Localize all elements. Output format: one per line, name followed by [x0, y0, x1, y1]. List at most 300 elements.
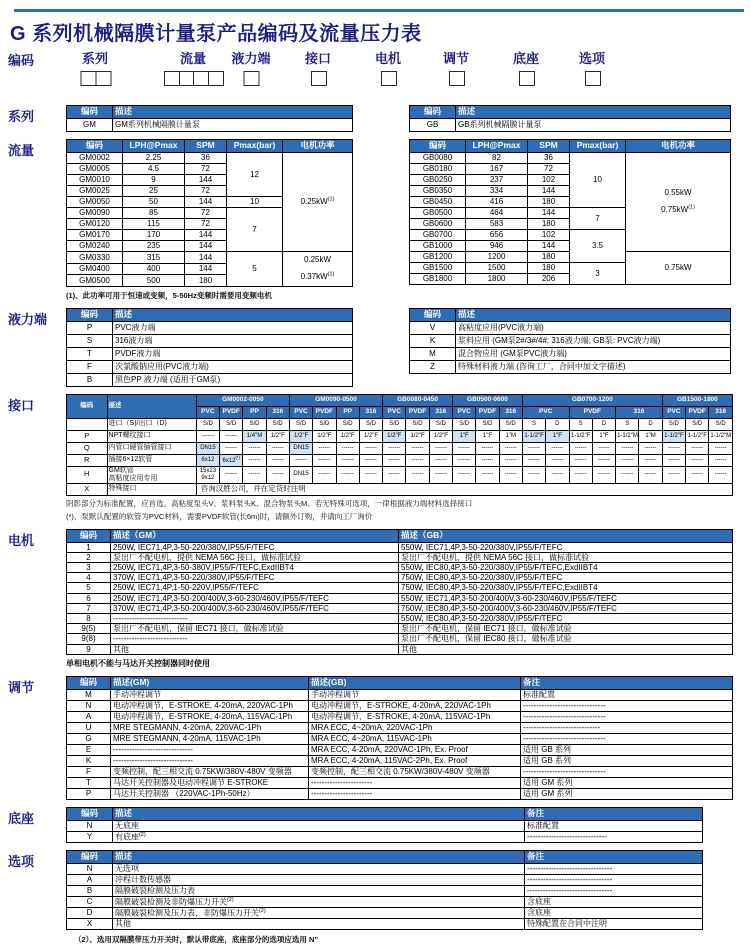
options-table-holder [66, 850, 742, 930]
value-cell: ------ [499, 454, 522, 466]
value-cell: ------ [569, 442, 592, 454]
pmax-cell: 3 [570, 263, 626, 285]
material-header: 316 [709, 406, 733, 418]
table-row [67, 334, 353, 347]
sd-cell: S/D [406, 418, 429, 430]
table-row [67, 603, 733, 613]
cell: 标准配置 [521, 689, 733, 700]
code-box [95, 71, 111, 86]
coding-field-label: 选项 [578, 51, 606, 66]
value-cell: ------ [639, 442, 662, 454]
cell: 无底座 [113, 820, 525, 831]
column-header: SPM [185, 140, 227, 153]
cell: -------------------------------- [525, 874, 703, 885]
options-table [66, 850, 703, 930]
cell: 无选项 [113, 863, 525, 874]
flow-label: 流量 [8, 143, 35, 158]
cell: 手动冲程调节 [309, 689, 521, 700]
cell: GM0025 [67, 186, 123, 197]
cell: 180 [528, 197, 570, 208]
cell: GB0080 [410, 153, 466, 164]
cell: 334 [466, 186, 528, 197]
value-cell: ------ [266, 454, 289, 466]
adjust-table [66, 676, 733, 800]
code-box [244, 71, 260, 86]
cell: N [67, 700, 111, 711]
value-cell: 1/2"F [313, 430, 336, 442]
cell: 25 [123, 186, 185, 197]
column-header: 备注 [521, 676, 733, 689]
pmax-cell: 10 [227, 197, 283, 208]
cell: 适用 GB 系列 [521, 755, 733, 766]
gm-flow-table [66, 139, 353, 287]
pmax-cell: 7 [227, 208, 283, 252]
cell: 含底座 [525, 896, 703, 907]
table-row [67, 777, 733, 788]
cell: 237 [466, 175, 528, 186]
interface-table [66, 394, 733, 496]
table-row [410, 347, 731, 360]
value-cell: ------ [639, 454, 662, 466]
value-cell: ------ [406, 454, 429, 466]
table-row [67, 788, 733, 799]
coding-field-选项 [579, 48, 605, 91]
cell: GB0350 [410, 186, 466, 197]
code-box [381, 71, 397, 86]
sd-cell: S/D [266, 418, 289, 430]
table-row [67, 347, 353, 360]
value-cell: 1"F [453, 430, 476, 442]
cell: MRE STEGMANN, 4-20mA, 115VAC-1Ph [111, 733, 309, 744]
coding-field-电机 [375, 48, 401, 91]
material-header: 316 [616, 406, 663, 418]
sd-cell: S/D [383, 418, 406, 430]
cell: 浆料应用 (GM泵2#/3#/4#: 316液力端; GB泵: PVC液力端) [456, 334, 731, 347]
column-header: 描述 [107, 394, 196, 418]
value-cell: ------ [383, 454, 406, 466]
gb-flow-table-holder [409, 139, 731, 287]
material-header: PVC [289, 406, 312, 418]
value-cell: ------ [453, 454, 476, 466]
cell: 102 [528, 175, 570, 186]
value-cell: 1"M [499, 430, 522, 442]
cell: 72 [528, 164, 570, 175]
value-cell: 1/2"F [383, 430, 406, 442]
coding-field-系列 [81, 48, 110, 91]
value-cell: 1-1/2"F [569, 430, 592, 442]
value-cell: 6x12(*) [220, 454, 243, 466]
code-box [208, 71, 224, 86]
cell: 隔膜破裂检测及压力表 [113, 885, 525, 896]
sd-cell: S [522, 418, 545, 430]
sd-cell: S [569, 418, 592, 430]
value-cell: ------ [266, 466, 289, 483]
flow-footnote: (1)、此功率可用于恒速或变频，5-50Hz变频时需要用变频电机 [66, 290, 272, 300]
material-header: PVC [196, 406, 219, 418]
material-header: 316 [266, 406, 289, 418]
cell: MRA ECC, 4~20mA, 115VAC-1Ph [309, 733, 521, 744]
cell: 750W, IEC80,4P,3-50-220/380V,IP55/F/TEFC [399, 573, 733, 583]
code-cell: Q [67, 442, 108, 454]
header-row [410, 140, 731, 153]
material-header: PVDF [476, 406, 499, 418]
table-row [67, 542, 733, 552]
pump-group-header: GM0090-0500 [289, 394, 382, 406]
value-cell: ------ [476, 454, 499, 466]
cell: 隔膜破裂检测及非防爆压力开关$^{(2)}$ [113, 896, 525, 907]
cell: 泵出厂不配电机，保留 IEC71 接口，做标准试验 [111, 624, 399, 634]
cell: T [67, 347, 113, 360]
value-cell: ------ [709, 454, 733, 466]
sd-cell: S/D [243, 418, 266, 430]
cell: B [67, 885, 113, 896]
table-row [67, 153, 353, 164]
value-cell: ------ [662, 454, 685, 466]
coding-field-调节 [443, 48, 469, 91]
column-header: 描述 [113, 308, 353, 321]
cell: 变频控制，配三相交流 0.75KW/380V-480V 变频器 [309, 766, 521, 777]
cell: 180 [185, 275, 227, 287]
table-row [67, 624, 733, 634]
value-cell: 1/2"F [429, 430, 452, 442]
cell: 6 [67, 593, 111, 603]
table-row [67, 373, 353, 386]
value-cell: ------ [592, 466, 615, 483]
value-cell: ------ [243, 466, 266, 483]
cell: 高粘度应用(PVC液力端) [456, 321, 731, 334]
coding-field-流量 [164, 48, 222, 91]
flow-section [8, 139, 742, 301]
cell: 72 [185, 164, 227, 175]
column-header: 编码 [67, 140, 123, 153]
cell: 72 [185, 208, 227, 219]
cell: 72 [185, 219, 227, 230]
cell: 250W, IEC71,4P,3-50-220/380V,IP55/F/TEFC [111, 542, 399, 552]
desc-cell: 插接6×12软管 [107, 454, 196, 466]
value-cell: ------ [406, 466, 429, 483]
cell: F [67, 360, 113, 373]
cell: GM [67, 119, 113, 132]
cell: ---------------------------- [111, 634, 399, 644]
value-cell: DN15 [289, 466, 312, 483]
base-table [66, 807, 703, 843]
value-cell: ------ [359, 442, 382, 454]
cell: GB1500 [410, 263, 466, 274]
table-row [410, 334, 731, 347]
value-cell: ------ [359, 466, 382, 483]
value-cell: ------ [522, 466, 545, 483]
cell: X [67, 918, 113, 929]
cell: 72 [185, 186, 227, 197]
material-header: PVDF [686, 406, 709, 418]
cell: 适用 GM 系列 [521, 788, 733, 799]
column-header: 编码 [67, 394, 108, 418]
hydraulic-section [8, 308, 742, 387]
cell: 4.5 [123, 164, 185, 175]
cell: 电动冲程调节，E-STROKE, 4-20mA, 115VAC-1Ph [309, 711, 521, 722]
table-row [67, 454, 733, 466]
cell: GB1000 [410, 241, 466, 252]
cell: 适用 GB 系列 [521, 744, 733, 755]
base-table-holder [66, 807, 742, 843]
value-cell: 1/2"F [359, 430, 382, 442]
cell: ----------------------- [309, 788, 521, 799]
material-header: PP [243, 406, 266, 418]
cell: GB0600 [410, 219, 466, 230]
value-cell: ------ [709, 466, 733, 483]
value-cell: ------ [383, 466, 406, 483]
sd-cell: S/D [499, 418, 522, 430]
cell: ------------------------------ [111, 744, 309, 755]
cell: PVDF液力端 [113, 347, 353, 360]
value-cell: ------ [336, 442, 359, 454]
cell: GM0002 [67, 153, 123, 164]
cell: 泵出厂不配电机，提供 NEMA 56C 接口，做标准试验 [399, 552, 733, 562]
value-cell: 1/2"F [266, 430, 289, 442]
pmax-cell: 7 [570, 208, 626, 230]
cell: 混合物应用 (GM泵PVC液力端) [456, 347, 731, 360]
column-header: LPH@Pmax [123, 140, 185, 153]
cell: GM0010 [67, 175, 123, 186]
power-cell: 0.55kW $0.75kW^{(1)}$ [626, 153, 731, 252]
value-cell: ------ [499, 442, 522, 454]
value-cell: ------ [686, 466, 709, 483]
cell: 144 [185, 197, 227, 208]
value-cell: 1"M [639, 430, 662, 442]
cell: 50 [123, 197, 185, 208]
hydraulic-gm-table-holder [66, 308, 353, 387]
cell: D [67, 907, 113, 918]
table-row [410, 153, 731, 164]
page [0, 9, 750, 944]
cell: PVC液力端 [113, 321, 353, 334]
value-cell: ------ [220, 466, 243, 483]
code-box [519, 71, 535, 86]
cell: 其他 [399, 644, 733, 654]
header-row [410, 308, 731, 321]
cell: ------------------------------ [111, 755, 309, 766]
cell: 黑色PP 液力端 (适用于GM泵) [113, 373, 353, 386]
hydraulic-gb-table [409, 308, 731, 374]
cell: GM0120 [67, 219, 123, 230]
column-header: 描述（GB） [399, 529, 733, 542]
column-header: 编码 [67, 308, 113, 321]
cell: 167 [466, 164, 528, 175]
cell: 电动冲程调节，E-STROKE, 4-20mA, 220VAC-1Ph [111, 700, 309, 711]
value-cell: 1-1/2"F [686, 430, 709, 442]
cell: 370W, IEC71,4P,3-50-220/380V,IP55/F/TEFC [111, 573, 399, 583]
cell: 115 [123, 219, 185, 230]
material-header: PVDF [569, 406, 616, 418]
material-header: PVC [522, 406, 569, 418]
cell: E [67, 744, 111, 755]
cell: 次氯酸钠应用(PVC液力端) [113, 360, 353, 373]
cell: 250W, IEC71,4P,3-50-200/400V,3-60-230/460V,IP55/F/TEFC [111, 593, 399, 603]
table-row [67, 722, 733, 733]
cell: M [67, 689, 111, 700]
pump-group-header: GM0002-0050 [196, 394, 289, 406]
value-cell: ------ [686, 454, 709, 466]
cell: 144 [528, 208, 570, 219]
base-label: 底座 [8, 810, 35, 826]
code-box [585, 71, 601, 86]
table-row [67, 831, 703, 842]
table-row [67, 874, 703, 885]
table-row [67, 119, 353, 132]
cell: 144 [528, 241, 570, 252]
options-section [8, 850, 742, 930]
value-cell: ------ [453, 442, 476, 454]
coding-field-接口 [305, 48, 331, 91]
table-row [67, 466, 733, 483]
cell: 隔膜破裂检测及压力表，非防爆压力开关$^{(2)}$ [113, 907, 525, 918]
value-cell: ------ [522, 442, 545, 454]
options-label: 选项 [8, 853, 35, 869]
column-header: 编码 [67, 850, 113, 863]
coding-field-底座 [513, 48, 539, 91]
cell: GM0500 [67, 275, 123, 287]
cell: ----------------------------- [521, 722, 733, 733]
cell: 500 [123, 275, 185, 287]
table-row [67, 820, 703, 831]
column-header: 编码 [67, 529, 111, 542]
value-cell: ------ [266, 442, 289, 454]
top-divider [14, 9, 744, 12]
coding-field-label: 调节 [442, 51, 470, 66]
coding-label: 编码 [8, 53, 35, 68]
value-cell: ------ [546, 442, 569, 454]
cell: MRA ECC, 4-20mA, 220VAC-1Ph, Ex. Proof [309, 744, 521, 755]
cell: ------------------------------- [521, 733, 733, 744]
cell: 其他 [111, 644, 399, 654]
cell: 7 [67, 603, 111, 613]
column-header: 电机功率 [626, 140, 731, 153]
interface-table-holder [66, 394, 742, 496]
value-cell: ------ [429, 442, 452, 454]
table-row [67, 552, 733, 562]
cell: GM0240 [67, 241, 123, 252]
table-row [67, 700, 733, 711]
cell: N [67, 820, 113, 831]
value-cell: ------ [522, 454, 545, 466]
value-cell: 1-1/2"F [662, 430, 685, 442]
cell: 250W, IEC71,4P,1-50-220V,IP55/F/TEFC [111, 583, 399, 593]
cell: K [67, 755, 111, 766]
column-header: Pmax(bar) [570, 140, 626, 153]
series-section [8, 105, 742, 132]
hydraulic-gm-table [66, 308, 353, 387]
desc-cell: GM软管 高粘度应用专用 [107, 466, 196, 483]
table-row [67, 634, 733, 644]
cell: 电动冲程调节，E-STROKE, 4-20mA, 220VAC-1Ph [309, 700, 521, 711]
cell: 144 [185, 230, 227, 241]
material-header: PVDF [406, 406, 429, 418]
cell: 583 [466, 219, 528, 230]
pmax-cell: 3.5 [570, 230, 626, 263]
cell: 电动冲程调节，E-STROKE, 4-20mA, 115VAC-1Ph [111, 711, 309, 722]
cell: GM系列机械隔膜计量泵 [113, 119, 353, 132]
column-header: 描述 [456, 106, 731, 119]
cell: 36 [185, 153, 227, 164]
cell: GB0450 [410, 197, 466, 208]
value-cell: ------ [336, 454, 359, 466]
power-cell: 0.75kW [626, 252, 731, 285]
table-row [67, 733, 733, 744]
table-row [67, 755, 733, 766]
series-gm-table-holder [66, 105, 353, 132]
pmax-cell: 10 [570, 153, 626, 208]
cell: -------------------------------- [525, 885, 703, 896]
power-cell: $0.25kW^{(1)}$ [283, 153, 353, 252]
cell: 变频控制，配三相交流 0.75KW/380V-480V 变频器 [111, 766, 309, 777]
cell: 1200 [466, 252, 528, 263]
cell: 马达开关控制器 （220VAC-1Ph-50Hz） [111, 788, 309, 799]
cell: 含底座 [525, 907, 703, 918]
cell: 550W, IEC71,4P,3-50-220/380V,IP55/F/TEFC [399, 542, 733, 552]
sd-cell: D [639, 418, 662, 430]
header-row [67, 140, 353, 153]
sd-cell: D [592, 418, 615, 430]
value-cell: ------ [243, 442, 266, 454]
value-cell: ------ [429, 466, 452, 483]
value-cell: ------ [196, 430, 219, 442]
value-cell: ------ [592, 454, 615, 466]
cell: 180 [528, 219, 570, 230]
cell: B [67, 373, 113, 386]
cell: Y [67, 831, 113, 842]
cell: GB系列机械隔膜计量泵 [456, 119, 731, 132]
cell: 144 [185, 241, 227, 252]
cell: 144 [528, 186, 570, 197]
cell: 其他 [113, 918, 525, 929]
interface-label: 接口 [8, 397, 35, 413]
gb-flow-table [409, 139, 731, 285]
cell: -------------------------------- [525, 863, 703, 874]
value-cell: ------ [313, 466, 336, 483]
motor-label: 电机 [8, 532, 35, 548]
material-header: PVC [662, 406, 685, 418]
column-header: 描述(GB) [309, 676, 521, 689]
series-gb-table-holder [409, 105, 731, 132]
value-cell: ------ [546, 454, 569, 466]
coding-row [0, 48, 750, 98]
table-row [67, 321, 353, 334]
value-cell: ------ [569, 454, 592, 466]
column-header: 编码 [410, 308, 456, 321]
suction-discharge-row [67, 418, 733, 430]
cell: GB1200 [410, 252, 466, 263]
cell: Z [410, 360, 456, 373]
cell: 泵出厂不配电机，保留 IEC71 接口，做标准试验 [399, 624, 733, 634]
cell: 9 [123, 175, 185, 186]
cell: 9(5) [67, 624, 111, 634]
cell: 36 [528, 153, 570, 164]
cell: 5 [67, 583, 111, 593]
column-header: SPM [528, 140, 570, 153]
header-row [67, 106, 353, 119]
cell: P [67, 321, 113, 334]
cell: 4 [67, 573, 111, 583]
cell: 416 [466, 197, 528, 208]
cell: ------------------------------- [521, 711, 733, 722]
column-header: 编码 [67, 807, 113, 820]
cell: 316液力端 [113, 334, 353, 347]
column-header: LPH@Pmax [466, 140, 528, 153]
sd-cell: S/D [709, 418, 733, 430]
column-header: 编码 [67, 106, 113, 119]
column-header: 备注 [525, 807, 703, 820]
column-header: 编码 [410, 106, 456, 119]
